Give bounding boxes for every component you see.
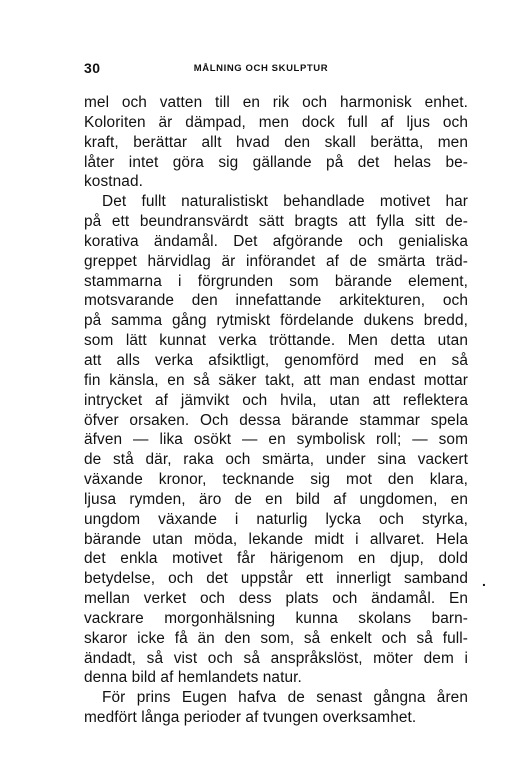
text-line: på ett beundransvärdt sätt bragts att fylla sitt de- [84, 213, 468, 231]
running-title: MÅLNING OCH SKULPTUR [193, 63, 329, 74]
text-line: att alls verka afsiktligt, genomförd med en så [84, 351, 468, 369]
text-line: Det fullt naturalistiskt behandlade motivet har [102, 193, 468, 211]
text-line: som lätt kunnat verka tröttande. Men detta utan [84, 332, 468, 350]
text-line: de stå där, raka och smärta, under sina vackert [84, 451, 468, 469]
text-line: bärande utan möda, lekande midt i allvaret. Hela [84, 530, 468, 548]
text-line: intrycket af jämvikt och hvila, utan att reflektera [84, 391, 468, 409]
text-line: ändadt, så vist och så anspråkslöst, möter dem i [84, 649, 468, 667]
text-line: kostnad. [84, 173, 143, 191]
text-line: betydelse, och det uppstår ett innerligt samband [84, 570, 468, 588]
text-line: ljusa rymden, äro de en bild af ungdomen, en [84, 490, 468, 508]
text-line: det enkla motivet får härigenom en djup, dold [84, 550, 468, 568]
text-line: låter intet göra sig gällande på det helas be- [84, 153, 468, 171]
text-line: fin känsla, en så säker takt, att man endast mottar [84, 371, 468, 389]
text-line: denna bild af hemlandets natur. [84, 669, 302, 687]
text-line: vackrare morgonhälsning kunna skolans barn- [84, 609, 468, 627]
text-line: ungdom växande i naturlig lycka och styrka, [84, 510, 468, 528]
text-line: korativa ändamål. Det afgörande och genialiska [84, 232, 468, 250]
text-line: på samma gång rytmiskt fördelande dukens bredd, [84, 312, 468, 330]
text-line: skaror icke få än den som, så enkelt och så full- [84, 629, 468, 647]
text-line: För prins Eugen hafva de senast gångna åren [102, 689, 468, 707]
text-line: mellan verket och dess plats och ändamål. En [84, 590, 468, 608]
body-text [84, 93, 468, 728]
text-line: medfört långa perioder af tvungen overksamhet. [84, 709, 417, 727]
text-line: växande kronor, tecknande sig mot den klara, [84, 471, 468, 489]
text-line: kraft, berättar allt hvad den skall berätta, men [84, 133, 468, 151]
text-line: greppet härvidlag är införandet af de smärta träd- [84, 252, 468, 270]
margin-mark: . [482, 573, 486, 589]
text-line: stammarna i förgrunden som bärande element, [84, 272, 468, 290]
text-line: Koloriten är dämpad, men dock full af ljus och [84, 113, 468, 131]
text-line: öfver orsaken. Och dessa bärande stammar spela [84, 411, 468, 429]
page-number: 30 [84, 60, 101, 76]
page-header [84, 60, 438, 80]
text-line: äfven — lika osökt — en symbolisk roll; — som [84, 431, 468, 449]
text-line: mel och vatten till en rik och harmonisk enhet. [84, 94, 468, 111]
text-line: motsvarande den innefattande arkitekturen, och [84, 292, 468, 310]
